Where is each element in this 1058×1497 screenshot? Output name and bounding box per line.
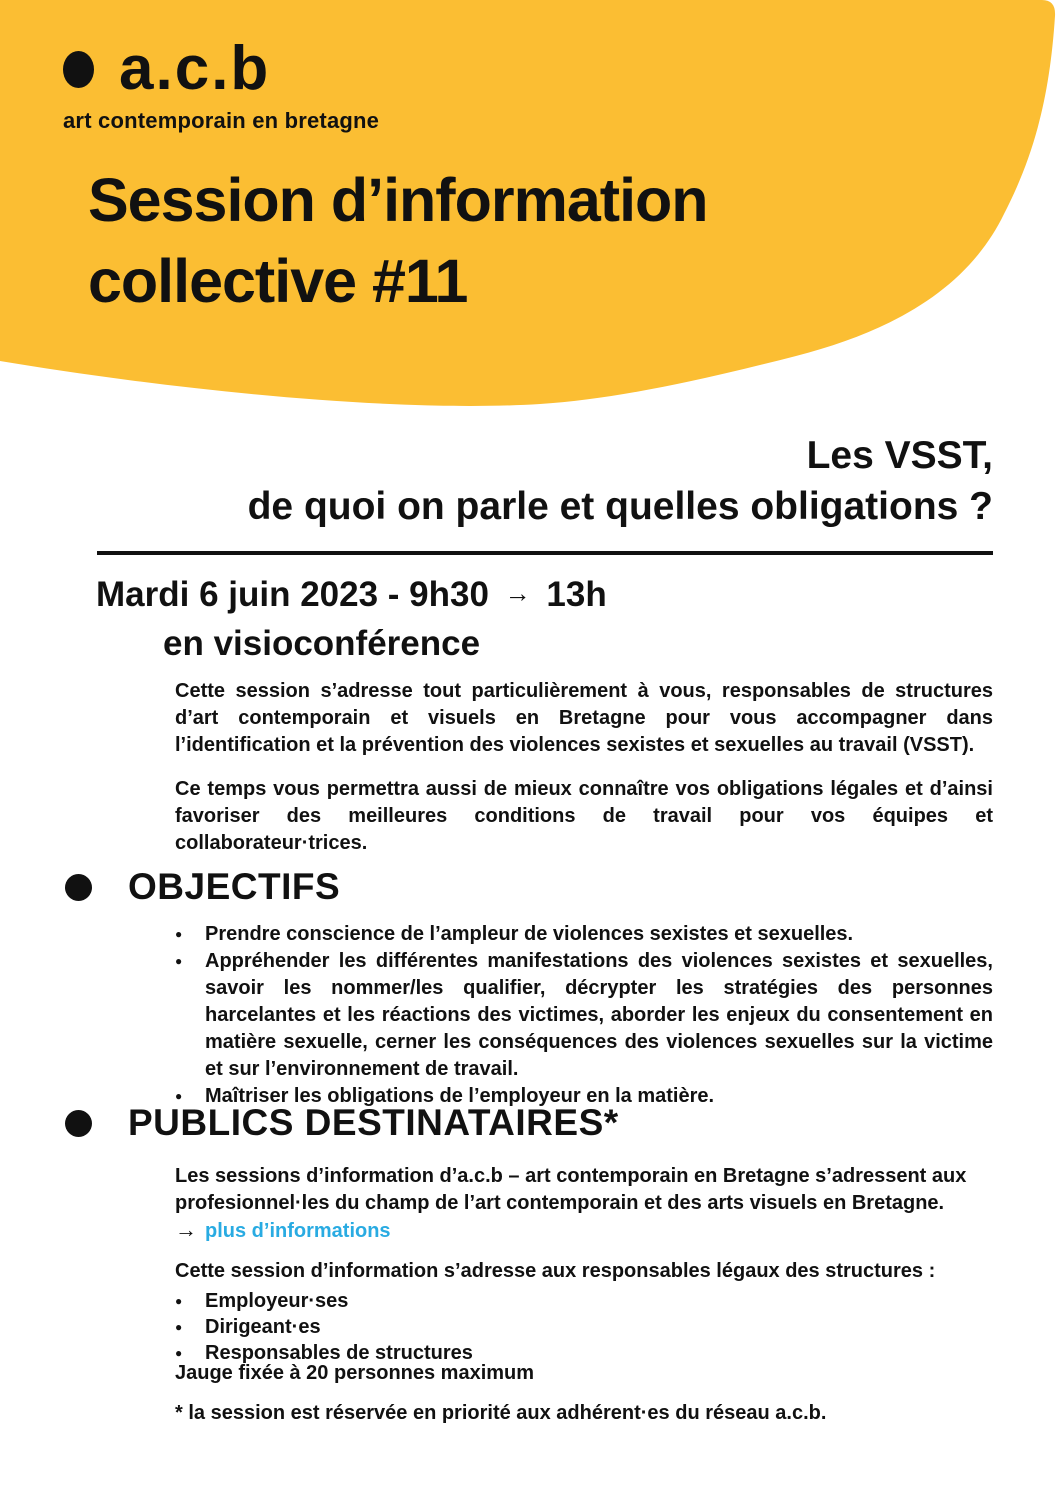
- list-item-text: Maîtriser les obligations de l’employeur en la matière.: [205, 1085, 715, 1107]
- divider-line: [97, 551, 993, 555]
- schedule-date-line: [96, 569, 607, 619]
- list-item-text: Appréhender les différentes manifestations des violences sexistes et sexuelles, savoir les nommer/les qualifier, décrypter les stratégies des personnes harcelantes et les réactions des victimes, aborder les enjeux du consentement en matière sexuelle, cerner les conséquences des violences sexuelles sur la victime et sur l’environnement de travail.: [205, 950, 993, 1080]
- publics-header: [65, 1102, 619, 1144]
- list-item: [175, 1314, 993, 1340]
- right-arrow-icon: →: [175, 1217, 197, 1242]
- brand-logo: [63, 34, 380, 134]
- objectifs-list: [175, 921, 993, 1110]
- subject-line-1: Les VSST,: [806, 434, 993, 477]
- schedule-end-time: 13h: [546, 575, 607, 614]
- bullet-icon: ●: [175, 1294, 183, 1308]
- schedule-mode: en visioconférence: [163, 624, 481, 663]
- list-item-text: Responsables de structures: [205, 1342, 473, 1364]
- bullet-icon: ●: [175, 954, 183, 968]
- bullet-icon: ●: [175, 1346, 183, 1360]
- list-item-text: Prendre conscience de l’ampleur de violences sexistes et sexuelles.: [205, 923, 854, 945]
- list-item-text: Employeur·ses: [205, 1290, 349, 1312]
- brand-name: a.c.b: [119, 34, 271, 103]
- page-title-line-2: collective #11: [88, 247, 468, 315]
- list-item: [175, 948, 993, 1083]
- objectifs-header: [65, 866, 340, 908]
- publics-intro: Les sessions d’information d’a.c.b – art contemporain en Bretagne s’adressent aux profesionnel·les du champ de l’art contemporain et des arts visuels en Bretagne.: [175, 1165, 967, 1214]
- more-info-link[interactable]: plus d’informations: [205, 1220, 391, 1242]
- section-bullet-icon: [65, 874, 92, 901]
- brand-tagline: art contemporain en bretagne: [63, 108, 380, 133]
- brand-logo-row: [63, 34, 379, 103]
- list-item-text: Dirigeant·es: [205, 1316, 321, 1338]
- right-arrow-icon: →: [504, 578, 531, 608]
- intro-paragraph-1: Cette session s’adresse tout particulièrement à vous, responsables de structures d’art contemporain et visuels en Bretagne pour vous accompagner dans l’identification et la prévention des violences sexistes et sexuelles au travail (VSST).: [175, 680, 993, 756]
- objectifs-heading: OBJECTIFS: [128, 866, 341, 907]
- bullet-icon: ●: [175, 1089, 183, 1103]
- bullet-icon: ●: [175, 1320, 183, 1334]
- list-item: [175, 921, 993, 948]
- capacity-note: Jauge fixée à 20 personnes maximum: [175, 1362, 535, 1384]
- publics-heading: PUBLICS DESTINATAIRES*: [128, 1102, 619, 1143]
- subject-line-2: de quoi on parle et quelles obligations ?: [247, 485, 993, 528]
- bullet-icon: ●: [175, 927, 183, 941]
- footnote: * la session est réservée en priorité aux adhérent·es du réseau a.c.b.: [175, 1402, 827, 1424]
- page-title: [88, 160, 708, 322]
- publics-body: Cette session d’information s’adresse aux responsables légaux des structures :: [175, 1260, 936, 1282]
- list-item: [175, 1288, 993, 1314]
- session-subject: [248, 430, 993, 532]
- page-title-line-1: Session d’information: [88, 166, 708, 234]
- section-bullet-icon: [65, 1110, 92, 1137]
- schedule-block: [96, 569, 607, 668]
- publics-list: [175, 1288, 993, 1366]
- more-info-line: [175, 1216, 391, 1245]
- brand-dot-icon: [63, 51, 94, 88]
- schedule-date: Mardi 6 juin 2023 - 9h30: [96, 575, 489, 614]
- intro-paragraph-2: Ce temps vous permettra aussi de mieux connaître vos obligations légales et d’ainsi favoriser des meilleures conditions de travail pour vos équipes et collaborateur·trices.: [175, 778, 993, 854]
